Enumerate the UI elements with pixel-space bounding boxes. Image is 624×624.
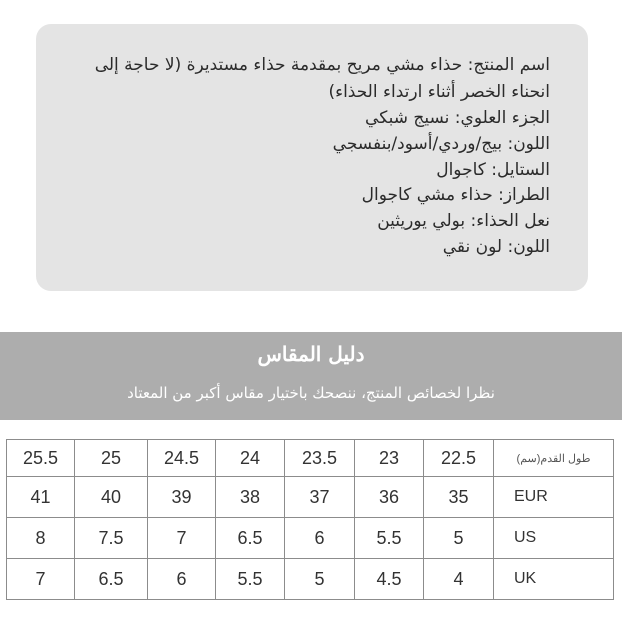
table-cell: 5.5 [355,518,424,559]
table-cell: 41 [7,477,75,518]
table-cell: 23 [355,440,424,477]
table-cell: 40 [75,477,148,518]
color-type-line: اللون: لون نقي [442,236,550,257]
table-cell: 5 [424,518,494,559]
table-cell: 7 [148,518,216,559]
table-cell: 6.5 [75,559,148,600]
table-cell: 4 [424,559,494,600]
table-cell: 23.5 [285,440,355,477]
table-cell: 5.5 [216,559,285,600]
table-cell: 25.5 [7,440,75,477]
row-label-us: US [494,518,614,559]
colors-line: اللون: بيج/وردي/أسود/بنفسجي [332,133,550,154]
table-cell: 24.5 [148,440,216,477]
product-info-card [36,24,588,291]
size-guide-title: دليل المقاس [257,342,365,366]
table-cell: 35 [424,477,494,518]
table-cell: 39 [148,477,216,518]
size-guide-subtitle: نظرا لخصائص المنتج، ننصحك باختيار مقاس أكبر من المعتاد [127,384,495,402]
table-cell: 8 [7,518,75,559]
table-cell: 5 [285,559,355,600]
row-label-eur: EUR [494,477,614,518]
table-cell: 24 [216,440,285,477]
model-line: الطراز: حذاء مشي كاجوال [361,185,550,206]
table-cell: 25 [75,440,148,477]
size-guide-banner [0,332,622,420]
table-cell: 6.5 [216,518,285,559]
table-row-uk [7,559,614,600]
product-info-list [66,52,550,261]
table-cell: 36 [355,477,424,518]
table-cell: 6 [285,518,355,559]
table-cell: 22.5 [424,440,494,477]
style-line: الستايل: كاجوال [436,159,550,180]
sole-line: نعل الحذاء: بولي يوريثين [377,211,550,232]
table-cell: 37 [285,477,355,518]
size-chart-table [6,439,614,600]
table-row-eur [7,477,614,518]
product-name-line: اسم المنتج: حذاء مشي مريح بمقدمة حذاء مستديرة (لا حاجة إلى انحناء الخصر أثناء ارتداء الحذاء) [94,55,550,102]
table-cell: 38 [216,477,285,518]
table-row-us [7,518,614,559]
table-cell: 4.5 [355,559,424,600]
table-cell: 7.5 [75,518,148,559]
table-cell: 6 [148,559,216,600]
row-label-uk: UK [494,559,614,600]
table-cell: 7 [7,559,75,600]
table-row-foot-length [7,440,614,477]
row-label-foot-length: طول القدم(سم) [494,440,614,477]
upper-material-line: الجزء العلوي: نسيج شبكي [365,108,550,128]
